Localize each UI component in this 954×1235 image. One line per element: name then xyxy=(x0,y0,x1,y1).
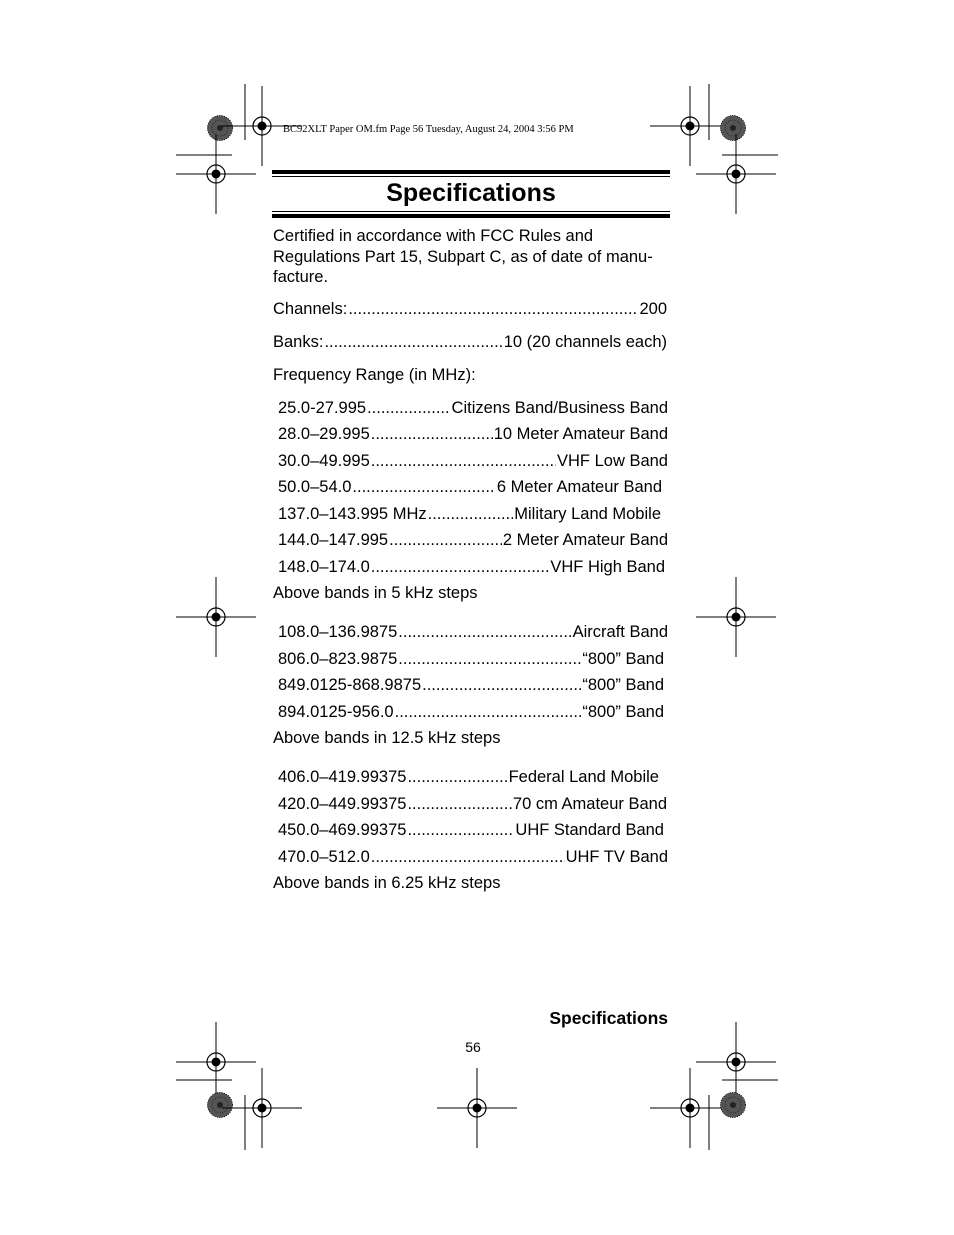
intro-line: Certified in accordance with FCC Rules and xyxy=(273,227,594,245)
band-name: 2 Meter Amateur Band xyxy=(502,531,668,549)
dot-leader xyxy=(371,424,493,444)
registration-mark-icon xyxy=(650,1068,730,1148)
band-name: “800” Band xyxy=(582,676,664,694)
dot-leader xyxy=(428,504,514,524)
frequency-row xyxy=(278,675,664,695)
frequency-row xyxy=(278,649,664,669)
frequency-row xyxy=(278,451,668,471)
page-title: Specifications xyxy=(386,179,556,207)
frequency-row xyxy=(278,530,668,550)
frequency-range: 148.0–174.0 xyxy=(278,558,370,576)
color-bar-star-icon xyxy=(721,116,746,141)
frequency-range: 144.0–147.995 xyxy=(278,531,389,549)
frequency-row xyxy=(278,847,668,867)
band-name: Citizens Band/Business Band xyxy=(451,399,668,417)
spec-label: Banks: xyxy=(273,333,324,351)
band-name: Federal Land Mobile xyxy=(508,768,659,786)
dot-leader xyxy=(389,530,502,550)
registration-mark-icon xyxy=(176,1022,256,1102)
frequency-row xyxy=(278,477,662,497)
dot-leader xyxy=(371,451,556,471)
band-name: UHF Standard Band xyxy=(515,821,664,839)
dot-leader xyxy=(398,622,571,642)
frequency-range: 806.0–823.9875 xyxy=(278,650,398,668)
intro-line: facture. xyxy=(273,268,329,286)
color-bar-star-icon xyxy=(208,116,233,141)
band-name: Aircraft Band xyxy=(572,623,668,641)
frequency-range: 849.0125-868.9875 xyxy=(278,676,422,694)
step-note: Above bands in 12.5 kHz steps xyxy=(273,729,501,747)
frequency-range: 137.0–143.995 MHz xyxy=(278,505,427,523)
band-name: UHF TV Band xyxy=(565,848,668,866)
frequency-row xyxy=(278,767,659,787)
dot-leader xyxy=(422,675,581,695)
title-rule-bottom xyxy=(272,211,670,218)
registration-mark-icon xyxy=(650,86,730,166)
step-note: Above bands in 6.25 kHz steps xyxy=(273,874,501,892)
band-name: VHF Low Band xyxy=(557,452,668,470)
registration-mark-icon xyxy=(437,1068,517,1148)
band-name: 70 cm Amateur Band xyxy=(512,795,667,813)
footer-section-title: Specifications xyxy=(549,1008,668,1028)
frequency-range: 450.0–469.99375 xyxy=(278,821,407,839)
spec-label: Channels: xyxy=(273,300,348,318)
registration-mark-icon xyxy=(696,1022,776,1102)
frequency-row xyxy=(278,820,664,840)
step-note: Above bands in 5 kHz steps xyxy=(273,584,478,602)
title-rule-top xyxy=(272,170,670,177)
frequency-range: 108.0–136.9875 xyxy=(278,623,398,641)
frequency-row xyxy=(278,398,668,418)
dot-leader xyxy=(371,557,550,577)
registration-mark-icon xyxy=(696,134,776,214)
registration-mark-icon xyxy=(222,1068,302,1148)
frequency-row xyxy=(278,504,661,524)
band-name: VHF High Band xyxy=(550,558,665,576)
frequency-range: 30.0–49.995 xyxy=(278,452,370,470)
spec-value: 200 xyxy=(639,300,667,318)
frequency-range: 420.0–449.99375 xyxy=(278,795,407,813)
registration-mark-icon xyxy=(176,577,256,657)
spec-row-channels xyxy=(273,299,667,319)
dot-leader xyxy=(407,794,511,814)
frequency-range: 406.0–419.99375 xyxy=(278,768,407,786)
frequency-range: 28.0–29.995 xyxy=(278,425,370,443)
dot-leader xyxy=(324,332,502,352)
frequency-range-heading: Frequency Range (in MHz): xyxy=(273,366,476,384)
frequency-row xyxy=(278,557,665,577)
dot-leader xyxy=(398,649,581,669)
frequency-range: 894.0125-956.0 xyxy=(278,703,394,721)
band-name: 10 Meter Amateur Band xyxy=(493,425,668,443)
page-number: 56 xyxy=(465,1039,481,1055)
frequency-row xyxy=(278,794,667,814)
band-name: “800” Band xyxy=(582,650,664,668)
frequency-range: 50.0–54.0 xyxy=(278,478,352,496)
dot-leader xyxy=(367,398,450,418)
color-bar-star-icon xyxy=(208,1093,233,1118)
dot-leader xyxy=(352,477,496,497)
dot-leader xyxy=(407,820,514,840)
dot-leader xyxy=(348,299,638,319)
spec-row-banks xyxy=(273,332,667,352)
file-slug-line: BC92XLT Paper OM.fm Page 56 Tuesday, August 24, 2004 3:56 PM xyxy=(283,124,574,135)
frequency-row xyxy=(278,702,664,722)
band-name: “800” Band xyxy=(582,703,664,721)
spec-value: 10 (20 channels each) xyxy=(503,333,667,351)
band-name: 6 Meter Amateur Band xyxy=(496,478,662,496)
frequency-row xyxy=(278,622,668,642)
dot-leader xyxy=(371,847,565,867)
dot-leader xyxy=(395,702,582,722)
intro-line: Regulations Part 15, Subpart C, as of date of manu- xyxy=(273,247,653,266)
frequency-range: 25.0-27.995 xyxy=(278,399,367,417)
dot-leader xyxy=(407,767,507,787)
frequency-row xyxy=(278,424,668,444)
registration-mark-icon xyxy=(176,134,256,214)
registration-mark-icon xyxy=(696,577,776,657)
color-bar-star-icon xyxy=(721,1093,746,1118)
band-name: Military Land Mobile xyxy=(514,505,661,523)
frequency-range: 470.0–512.0 xyxy=(278,848,370,866)
